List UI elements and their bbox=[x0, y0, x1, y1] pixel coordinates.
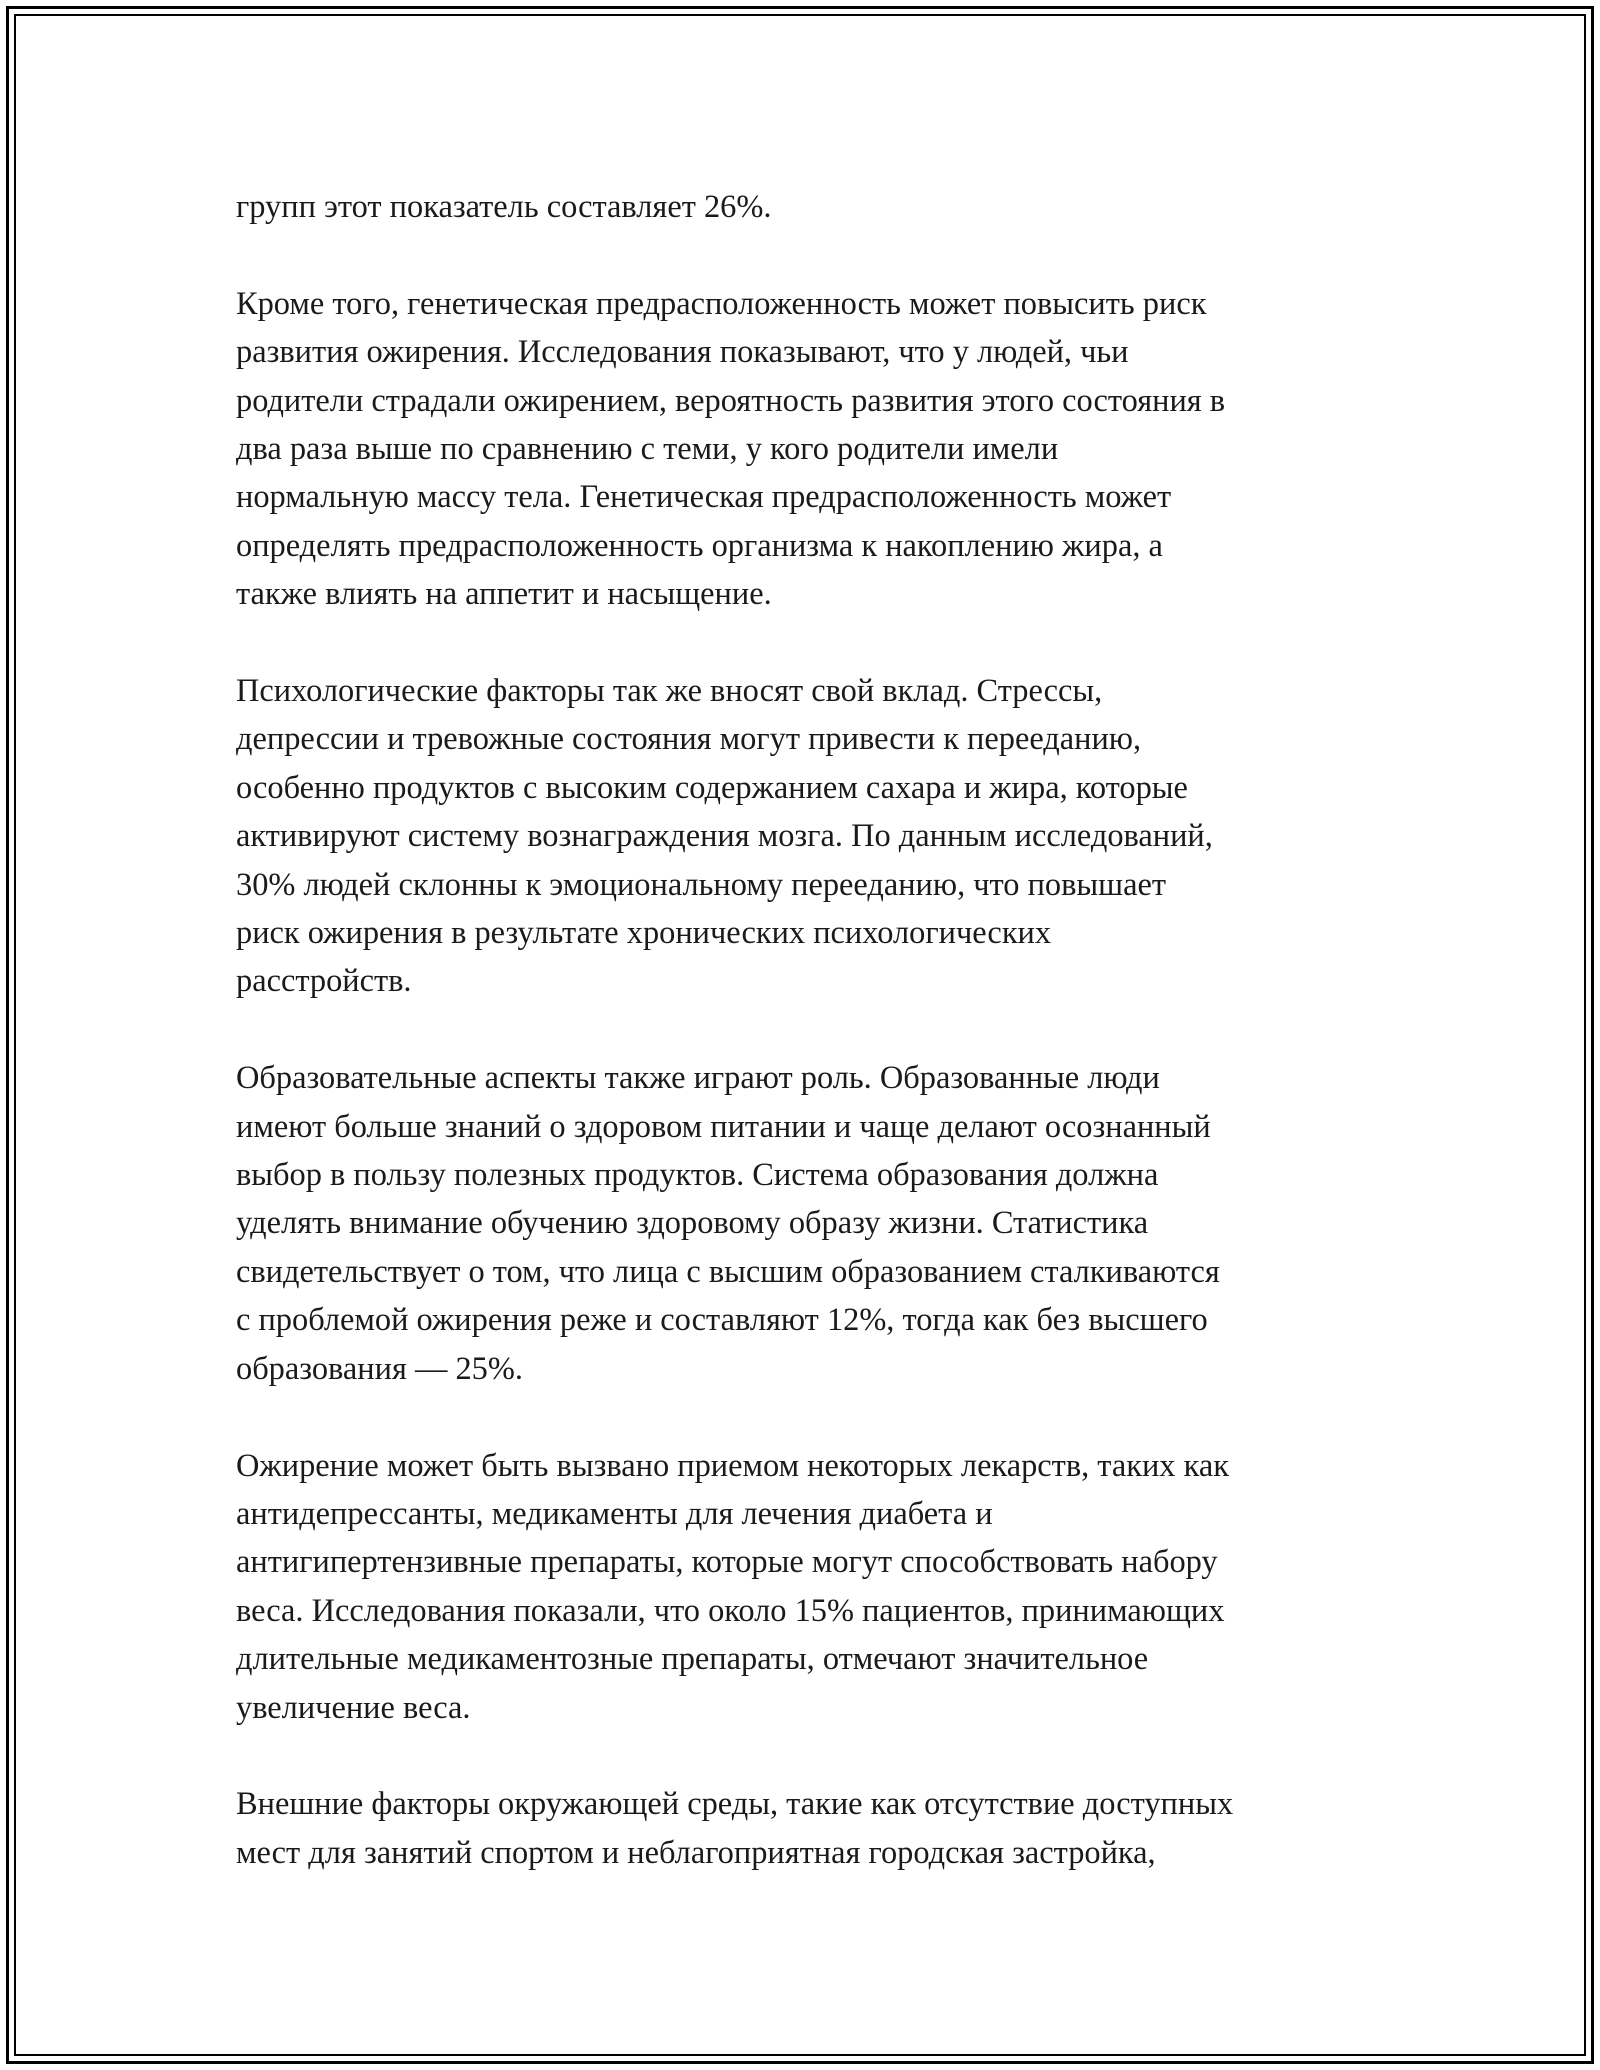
paragraph-obesity-rate-continuation: групп этот показатель составляет 26%. bbox=[236, 189, 772, 225]
paragraph-medication-effects: Ожирение может быть вызвано приемом некоторых лекарств, таких как антидепрессанты, медикаменты для лечения диабета и антигипертензивные препараты, которые могут способствовать набору веса. Исследования показали, что около 15% пациентов, принимающих длительные медикаментозные препараты, отмечают значительное увеличение веса. bbox=[236, 1447, 1229, 1726]
paragraph-educational-aspects: Образовательные аспекты также играют роль. Образованные люди имеют больше знаний о здоровом питании и чаще делают осознанный выбор в пользу полезных продуктов. Система образования должна уделять внимание обучению здоровому образу жизни. Статистика свидетельствует о том, что лица с высшим образованием сталкиваются с проблемой ожирения реже и составляют 12%, тогда как без высшего образования — 25%. bbox=[236, 1060, 1220, 1387]
paragraph-environmental-factors: Внешние факторы окружающей среды, такие как отсутствие доступных мест для занятий спортом и неблагоприятная городская застройка, bbox=[236, 1786, 1234, 1871]
document-body bbox=[236, 183, 1386, 1926]
paragraph-psychological-factors: Психологические факторы так же вносят свой вклад. Стрессы, депрессии и тревожные состояния могут привести к перееданию, особенно продуктов с высоким содержанием сахара и жира, которые активируют систему вознаграждения мозга. По данным исследований, 30% людей склонны к эмоциональному перееданию, что повышает риск ожирения в результате хронических психологических расстройств. bbox=[236, 673, 1213, 1000]
paragraph-genetic-factors: Кроме того, генетическая предрасположенность может повысить риск развития ожирения. Исследования показывают, что у людей, чьи родители страдали ожирением, вероятность развития этого состояния в два раза выше по сравнению с теми, у кого родители имели нормальную массу тела. Генетическая предрасположенность может определять предрасположенность организма к накоплению жира, а также влиять на аппетит и насыщение. bbox=[236, 285, 1226, 613]
